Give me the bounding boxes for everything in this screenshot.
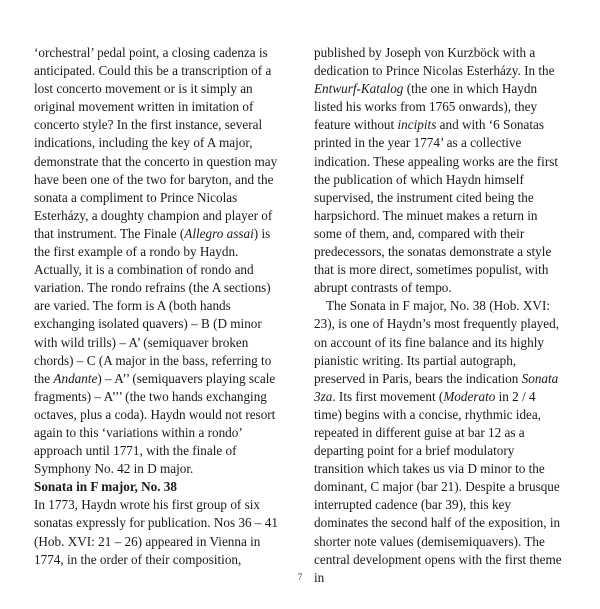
paragraph: The Sonata in F major, No. 38 (Hob. XVI: 23), is one of Haydn’s most frequently played, on account of its fine balance and its highly pianistic writing. Its partial autograph, preserved in Paris, bears the indication Sonata 3za. Its first movement (Moderato in 2 / 4 time) begins with a concise, rhythmic idea, repeated in different guise at bar 12 as a departing point for a brief modulatory transition which takes us via D minor to the dominant, C major (bar 21). Despite a brusque interrupted cadence (bar 39), this key dominates the second half of the exposition, in shorter note values (demisemiquavers). The central development opens with the first theme in — [314, 298, 562, 585]
right-column — [314, 44, 566, 587]
paragraph: ‘orchestral’ pedal point, a closing cadenza is anticipated. Could this be a transcription of a lost concerto movement or is it simply an original movement written in imitation of concerto style? In the first instance, several indications, including the key of A major, demonstrate that the concerto in question may have been one of the two for baryton, and the sonata a compliment to Prince Nicolas Esterházy, a doughty champion and player of that instrument. The Finale (Allegro assai) is the first example of a rondo by Haydn. Actually, it is a combination of rondo and variation. The rondo refrains (the A sections) are varied. The form is A (both hands exchanging isolated quavers) – B (D minor with wild trills) – A’ (semiquaver broken chords) – C (A major in the bass, referring to the Andante) – A’’ (semiquavers playing scale fragments) – A’’’ (the two hands exchanging octaves, plus a coda). Haydn would not resort again to this ‘variations within a rondo’ approach until 1771, with the finale of Symphony No. 42 in D major. — [34, 45, 278, 477]
left-column — [34, 44, 286, 569]
page-number: 7 — [297, 573, 303, 583]
section-heading: Sonata in F major, No. 38 — [34, 479, 177, 495]
paragraph: published by Joseph von Kurzböck with a dedication to Prince Nicolas Esterházy. In the Entwurf-Katalog (the one in which Haydn listed his works from 1765 onwards), they feature without incipits and with ‘6 Sonatas printed in the year 1774’ as a collective indication. These appealing works are the first the publication of which Haydn himself supervised, the instrument cited being the harpsichord. The minuet makes a return in some of them, and, compared with their predecessors, the sonatas demonstrate a style that is more direct, sometimes populist, with abrupt contrasts of tempo. — [314, 45, 559, 296]
two-column-text-body — [34, 44, 566, 587]
paragraph: In 1773, Haydn wrote his first group of six sonatas expressly for publication. Nos 36 – 41 (Hob. XVI: 21 – 26) appeared in Vienna in 1774, in the order of their composition, — [34, 497, 278, 567]
